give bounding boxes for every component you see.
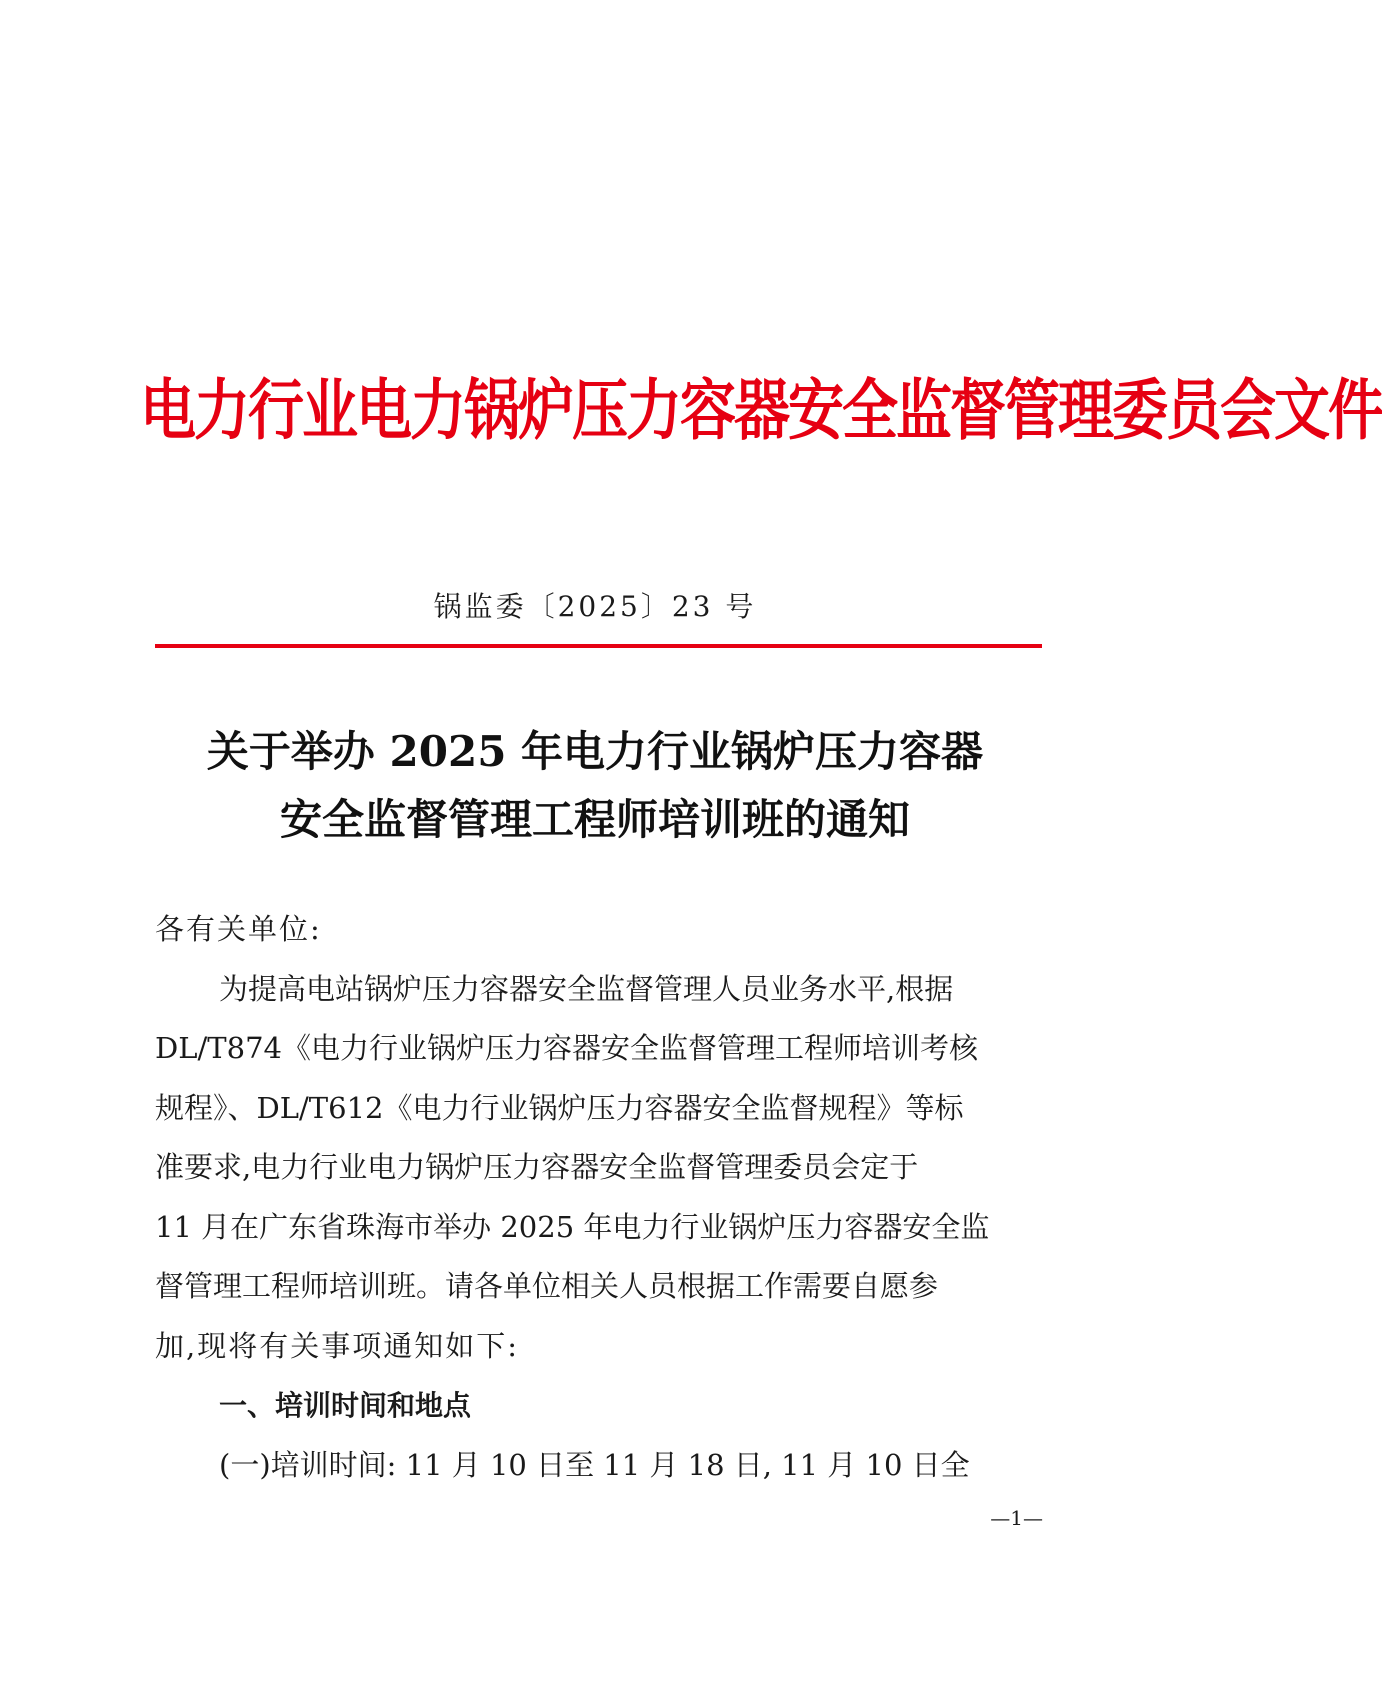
notice-title-line-2: 安全监督管理工程师培训班的通知 — [279, 795, 910, 844]
notice-title-line-1: 关于举办 2025 年电力行业锅炉压力容器 — [206, 727, 984, 776]
paragraph-line-3: 规程》、DL/T612《电力行业锅炉压力容器安全监督规程》等标 — [155, 1090, 964, 1125]
paragraph-line-6: 督管理工程师培训班。请各单位相关人员根据工作需要自愿参 — [155, 1269, 939, 1303]
paragraph-line-4: 准要求,电力行业电力锅炉压力容器安全监督管理委员会定于 — [155, 1150, 919, 1184]
salutation: 各有关单位: — [155, 912, 322, 946]
red-divider-line — [155, 644, 1042, 648]
paragraph-line-2: DL/T874《电力行业锅炉压力容器安全监督管理工程师培训考核 — [155, 1031, 978, 1065]
paragraph-line-1: 为提高电站锅炉压力容器安全监督管理人员业务水平,根据 — [219, 971, 954, 1006]
item-training-time: (一)培训时间: 11 月 10 日至 11 月 18 日, 11 月 10 日全 — [219, 1447, 970, 1482]
notice-body — [155, 900, 1045, 1495]
page-number: —1— — [990, 1506, 1043, 1530]
section-heading-training-time-location: 一、培训时间和地点 — [219, 1389, 472, 1422]
document-number: 锅监委〔2025〕23 号 — [433, 590, 757, 623]
issuing-organization-header: 电力行业电力锅炉压力容器安全监督管理委员会文件 — [140, 372, 1382, 450]
paragraph-line-7: 加,现将有关事项通知如下: — [155, 1328, 519, 1363]
paragraph-line-5: 11 月在广东省珠海市举办 2025 年电力行业锅炉压力容器安全监 — [155, 1209, 990, 1244]
notice-title — [140, 718, 1050, 854]
